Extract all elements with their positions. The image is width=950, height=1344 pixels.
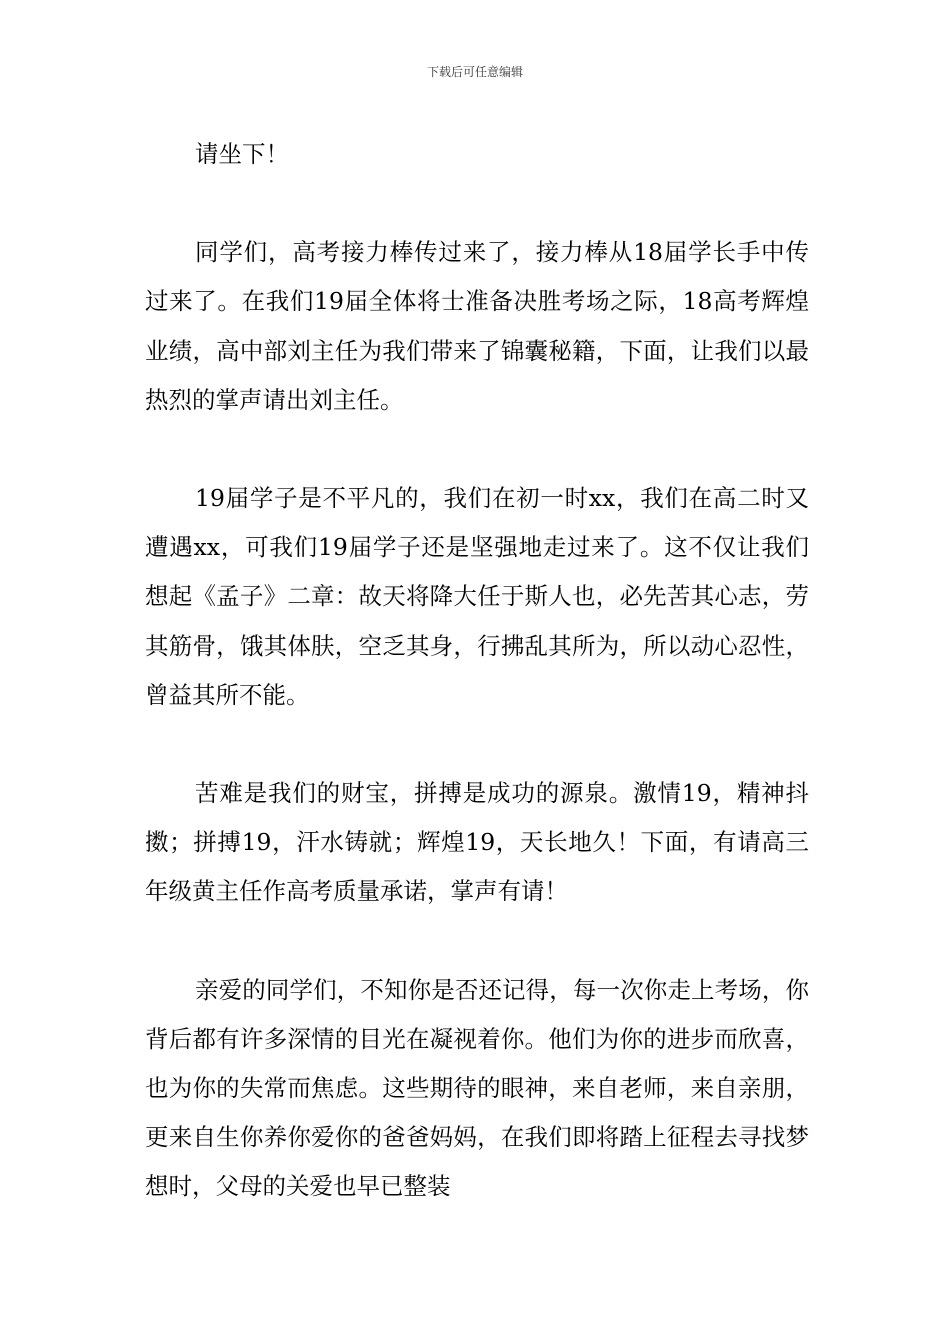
paragraph-1: 请坐下！	[195, 140, 289, 168]
paragraph-2: 同学们，高考接力棒传过来了，接力棒从18届学长手中传过来了。在我们19届全体将士准备决胜考场之际，18高考辉煌业绩，高中部刘主任为我们带来了锦囊秘籍，下面，让我们以最热烈的掌声请出刘主任。	[145, 238, 809, 414]
paragraph-3: 19届学子是不平凡的，我们在初一时xx，我们在高二时又遭遇xx，可我们19届学子还是坚强地走过来了。这不仅让我们想起《孟子》二章：故天将降大任于斯人也，必先苦其心志，劳其筋骨，饿其体肤，空乏其身，行拂乱其所为，所以动心忍性，曾益其所不能。	[145, 484, 809, 709]
paragraph-5: 亲爱的同学们，不知你是否还记得，每一次你走上考场，你背后都有许多深情的目光在凝视着你。他们为你的进步而欣喜，也为你的失常而焦虑。这些期待的眼神，来自老师，来自亲朋，更来自生你养你爱你的爸爸妈妈，在我们即将踏上征程去寻找梦想时，父母的关爱也早已整装	[145, 975, 809, 1201]
paragraph-4: 苦难是我们的财宝，拼搏是成功的源泉。激情19，精神抖擞；拼搏19，汗水铸就；辉煌19，天长地久！下面，有请高三年级黄主任作高考质量承诺，掌声有请！	[145, 779, 809, 906]
document-body	[145, 130, 809, 1261]
page-header-note: 下载后可任意编辑	[426, 65, 523, 79]
